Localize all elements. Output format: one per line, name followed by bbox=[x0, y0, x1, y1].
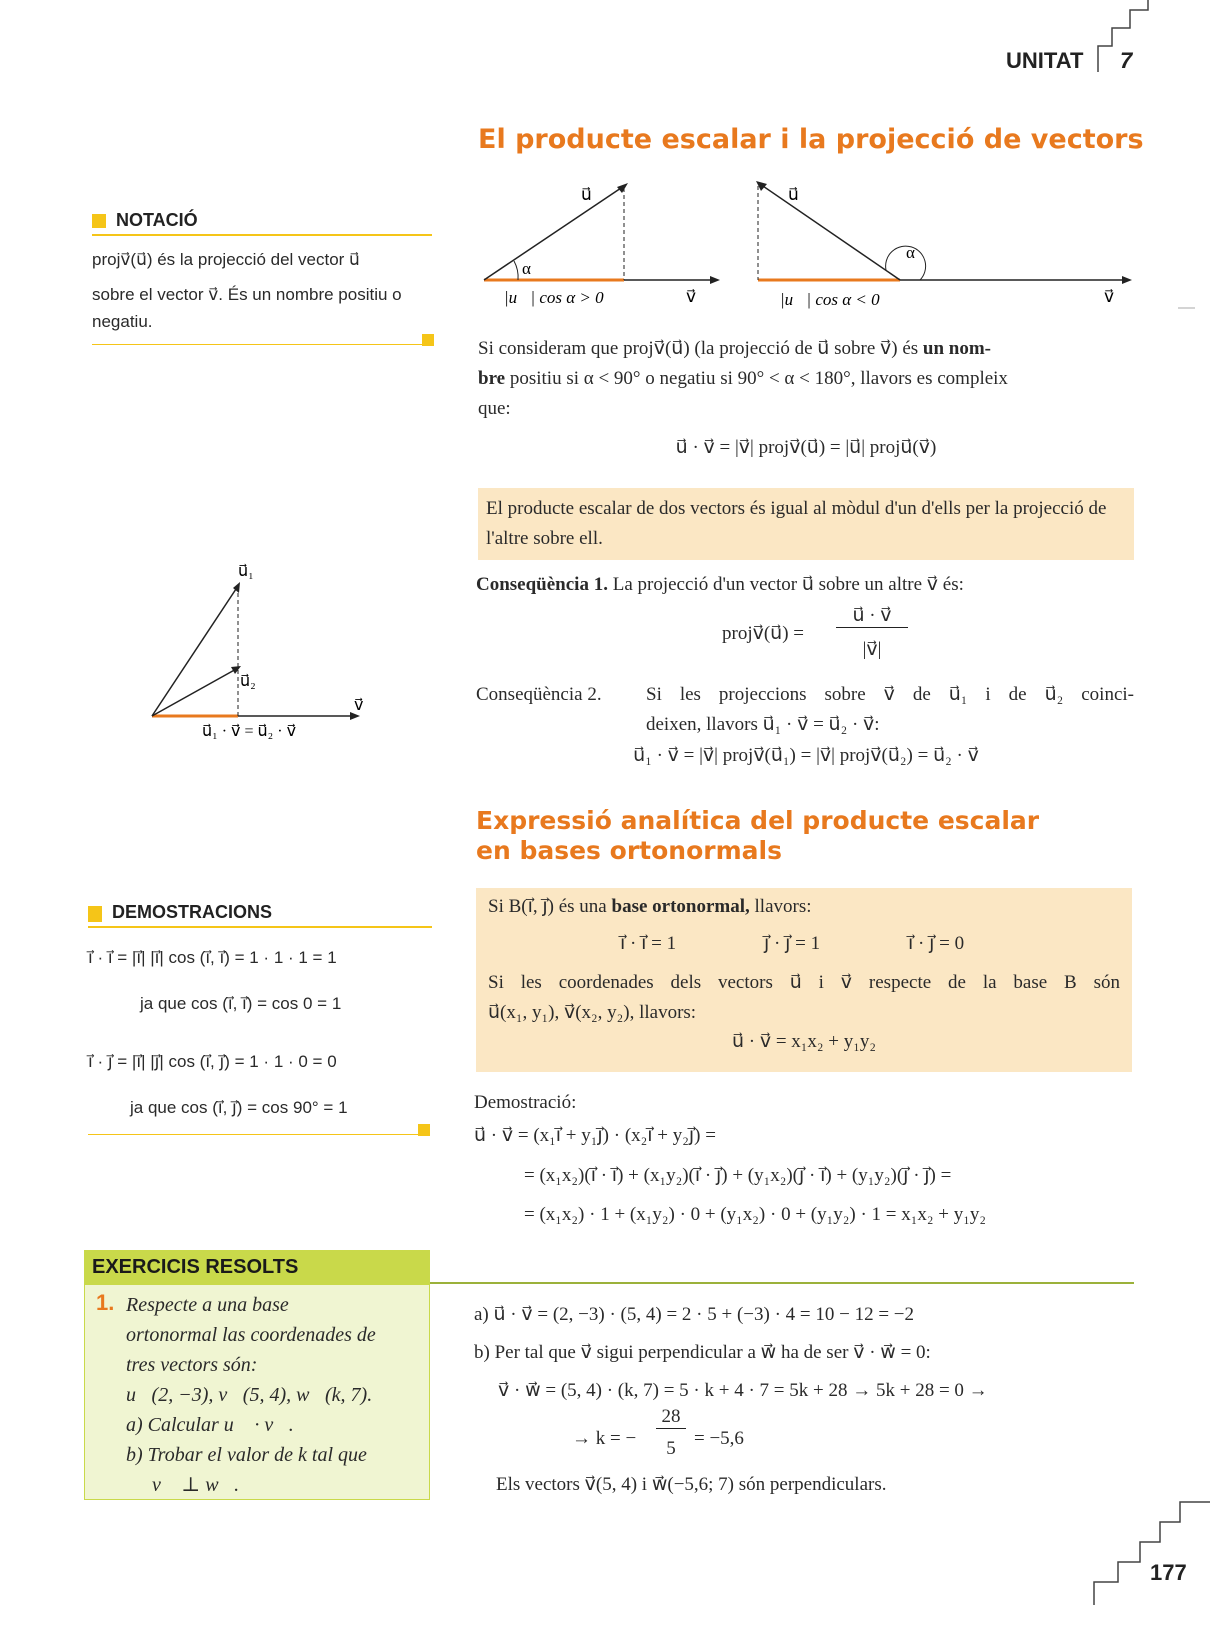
demonstration-line-2: = (x₁x₂)(i⃗ · i⃗) + (x₁y₂)(i⃗ · j⃗) + (y₁x₂)(j⃗ · i⃗) + (y₁y₂)(j⃗ · j⃗) = bbox=[524, 1165, 952, 1186]
consequence-1-numerator: u⃗ · v⃗ bbox=[836, 604, 908, 628]
projections-equal-figure bbox=[140, 556, 380, 746]
demonstration-ii-reason: ja que cos (i⃗, i⃗) = cos 0 = 1 bbox=[140, 994, 342, 1013]
section-2-title: Expressió analítica del producte escalar en bases ortonormals bbox=[476, 806, 1040, 865]
equation-ij: i⃗ · j⃗ = 0 bbox=[908, 933, 965, 954]
demonstrations-end-marker bbox=[418, 1124, 430, 1136]
notation-title: NOTACIÓ bbox=[116, 210, 198, 230]
u2-label: u⃗₂ bbox=[240, 673, 256, 690]
unit-label: UNITAT bbox=[1006, 48, 1084, 73]
consequence-1: Conseqüència 1. La projecció d'un vector u⃗ sobre un altre v⃗ és: bbox=[476, 574, 964, 595]
demonstration-line-1: u⃗ · v⃗ = (x₁i⃗ + y₁j⃗) · (x₂i⃗ + y₂j⃗) = bbox=[474, 1125, 716, 1146]
v-label: v⃗ bbox=[1104, 287, 1115, 306]
demonstration-ii: i⃗ · i⃗ = |i⃗| |i⃗| cos (i⃗, i⃗) = 1 · 1 · 1 = 1 bbox=[88, 948, 337, 967]
orthonormal-base-intro: Si B(i⃗, j⃗) és una base ortonormal, llavors: bbox=[488, 896, 812, 917]
equation-ii: i⃗ · i⃗ = 1 bbox=[620, 933, 677, 954]
exercises-title: EXERCICIS RESOLTS bbox=[84, 1250, 430, 1284]
projection-figure-negative bbox=[752, 178, 1138, 316]
page-number: 177 bbox=[1150, 1560, 1187, 1585]
exercise-statement: Respecte a una base ortonormal las coordenades de tres vectors són: u⃗(2, −3), v⃗(5, 4), w⃗(k, 7). a) Calcular u⃗ · v⃗. b) Trobar el valor de k tal que v⃗ ⊥ w⃗. bbox=[126, 1294, 376, 1496]
exercise-number: 1. bbox=[96, 1290, 115, 1315]
exercises-rule bbox=[430, 1282, 1134, 1284]
notation-end-marker bbox=[422, 334, 434, 346]
demonstration-ij: i⃗ · j⃗ = |i⃗| |j⃗| cos (i⃗, j⃗) = 1 · 1 · 0 = 0 bbox=[88, 1052, 337, 1071]
notation-text: projv⃗(u⃗) és la projecció del vector u⃗ sobre el vector v⃗. És un nombre positiu o negatiu. bbox=[92, 250, 402, 331]
u1-label: u⃗₁ bbox=[238, 563, 254, 580]
u-label: u⃗ bbox=[788, 185, 799, 204]
consequence-2-label: Conseqüència 2. bbox=[476, 684, 602, 705]
demonstrations-top-rule bbox=[88, 926, 432, 928]
alpha-label: α bbox=[522, 259, 531, 278]
unit-number: 7 bbox=[1120, 48, 1133, 73]
notation-bottom-rule bbox=[92, 344, 422, 345]
v-label: v⃗ bbox=[354, 697, 364, 714]
figure-caption: |u⃗| cos α > 0 bbox=[504, 288, 604, 307]
equation-jj: j⃗ · j⃗ = 1 bbox=[764, 933, 821, 954]
solution-b-intro: b) Per tal que v⃗ sigui perpendicular a w⃗ ha de ser v⃗ · w⃗ = 0: bbox=[474, 1342, 931, 1363]
notation-top-rule bbox=[92, 234, 432, 236]
consequence-1-denominator: |v⃗| bbox=[862, 639, 882, 660]
demonstration-label: Demostració: bbox=[474, 1092, 577, 1113]
u-label: u⃗ bbox=[581, 185, 592, 204]
demonstration-line-3: = (x₁x₂) · 1 + (x₁y₂) · 0 + (y₁x₂) · 0 + (y₁y₂) · 1 = x₁x₂ + y₁y₂ bbox=[524, 1204, 986, 1225]
scalar-projection-formula: u⃗ · v⃗ = |v⃗| projv⃗(u⃗) = |u⃗| proju⃗(v⃗) bbox=[675, 437, 937, 458]
consequence-2-text: Si les projeccions sobre v⃗ de u⃗₁ i de u⃗₂ coinci- deixen, llavors u⃗₁ · v⃗ = u⃗₂ · v⃗: bbox=[646, 684, 1134, 735]
v-label: v⃗ bbox=[686, 287, 697, 306]
projection-figure-positive bbox=[478, 178, 728, 316]
solution-b-k-rhs: = −5,6 bbox=[694, 1428, 744, 1449]
section-title: El producte escalar i la projecció de vectors bbox=[478, 124, 1144, 155]
definition-box: El producte escalar de dos vectors és igual al mòdul d'un d'ells per la projecció de l'altre sobre ell. bbox=[478, 488, 1134, 560]
solution-b-k-denominator: 5 bbox=[666, 1438, 676, 1459]
consequence-2-formula: u⃗₁ · v⃗ = |v⃗| projv⃗(u⃗₁) = |v⃗| projv⃗(u⃗₂) = u⃗₂ · v⃗ bbox=[633, 745, 979, 766]
solution-b-equation: v⃗ · w⃗ = (5, 4) · (k, 7) = 5 · k + 4 · 7 = 5k + 28 → 5k + 28 = 0 → bbox=[498, 1380, 988, 1401]
figure-caption: |u⃗| cos α < 0 bbox=[780, 290, 880, 309]
solution-a: a) u⃗ · v⃗ = (2, −3) · (5, 4) = 2 · 5 + (−3) · 4 = 10 − 12 = −2 bbox=[474, 1304, 915, 1325]
alpha-label: α bbox=[906, 243, 915, 262]
demonstrations-title: DEMOSTRACIONS bbox=[112, 902, 273, 922]
demonstration-ij-reason: ja que cos (i⃗, j⃗) = cos 90° = 1 bbox=[130, 1098, 348, 1117]
demonstrations-bottom-rule bbox=[88, 1134, 418, 1135]
consequence-1-lhs: projv⃗(u⃗) = bbox=[722, 623, 805, 644]
demonstrations-marker bbox=[88, 906, 102, 922]
solution-b-k-numerator: 28 bbox=[656, 1406, 686, 1429]
notation-marker bbox=[92, 214, 106, 228]
solution-b-k-lhs: → k = − bbox=[572, 1428, 637, 1449]
coordinates-text: Si les coordenades dels vectors u⃗ i v⃗ respecte de la base B són u⃗(x₁, y₁), v⃗(x₂, y₂), llavors: bbox=[488, 972, 1120, 1023]
analytic-formula: u⃗ · v⃗ = x₁x₂ + y₁y₂ bbox=[731, 1031, 877, 1052]
projection-paragraph: Si consideram que projv⃗(u⃗) (la projecció de u⃗ sobre v⃗) és un nom- bre positiu si α < 90° o negatiu si 90° < α < 180°, llavors es compleix que: bbox=[478, 338, 1008, 419]
figure-caption: u⃗₁ · v⃗ = u⃗₂ · v⃗ bbox=[202, 723, 297, 740]
solution-conclusion: Els vectors v⃗(5, 4) i w⃗(−5,6; 7) són perpendiculars. bbox=[496, 1474, 887, 1495]
